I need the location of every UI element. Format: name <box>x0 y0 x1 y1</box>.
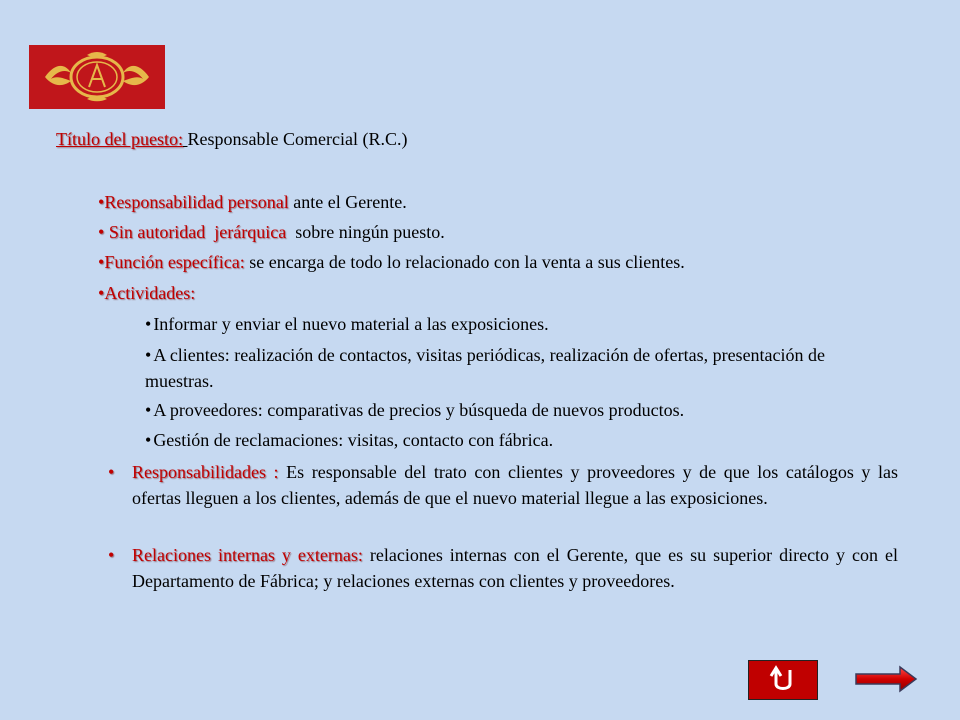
responsibilities-label: Responsabilidades : <box>132 462 279 482</box>
job-title-value: Responsable Comercial (R.C.) <box>187 129 408 149</box>
item-text: sobre ningún puesto. <box>286 222 445 242</box>
job-title-colon: : <box>177 129 183 149</box>
return-button[interactable] <box>748 660 818 700</box>
item-text: ante el Gerente. <box>288 192 407 212</box>
activity-item: • A proveedores: comparativas de precios y búsqueda de nuevos productos. <box>145 400 685 420</box>
relations-label: Relaciones internas y externas: <box>132 545 363 565</box>
monogram-icon <box>37 49 157 105</box>
next-arrow-icon <box>854 664 918 694</box>
monogram-logo <box>29 45 165 109</box>
list-item: •Responsabilidad personal ante el Gerente. <box>98 192 407 212</box>
activity-item: • Informar y enviar el nuevo material a las exposiciones. <box>145 314 549 334</box>
next-button[interactable] <box>854 664 918 694</box>
item-label: Responsabilidad personal <box>104 192 289 212</box>
return-icon <box>765 664 801 696</box>
list-item: •Actividades: <box>98 283 196 303</box>
item-label: Sin autoridad jerárquica <box>104 222 287 242</box>
responsibilities-paragraph: • Responsabilidades : Es responsable del trato con clientes y proveedores y de que los catálogos y las ofertas lleguen a los clientes, además de que el nuevo material llegue a las exposiciones. <box>108 462 899 508</box>
job-title <box>56 127 407 151</box>
item-text: se encarga de todo lo relacionado con la venta a sus clientes. <box>244 252 685 272</box>
activity-item: • A clientes: realización de contactos, visitas periódicas, realización de ofertas, presentación de muestras. <box>145 345 826 391</box>
list-item: •Función específica: se encarga de todo lo relacionado con la venta a sus clientes. <box>98 252 685 272</box>
list-item: • Sin autoridad jerárquica sobre ningún puesto. <box>98 222 445 242</box>
relations-paragraph: • Relaciones internas y externas: relaciones internas con el Gerente, que es su superior directo y con el Departamento de Fábrica; y relaciones externas con clientes y proveedores. <box>108 545 898 591</box>
item-label: Función específica: <box>104 252 245 272</box>
relations-text: relaciones internas con el Gerente, que es su superior directo y con el Departamento de Fábrica; y relaciones externas con clientes y proveedores. <box>132 545 898 591</box>
activity-item: • Gestión de reclamaciones: visitas, contacto con fábrica. <box>145 430 554 450</box>
job-title-label: Título del puesto <box>56 129 178 149</box>
responsibilities-text: Es responsable del trato con clientes y proveedores y de que los catálogos y las ofertas lleguen a los clientes, además de que el nuevo material llegue a las exposiciones. <box>132 462 899 508</box>
item-label: Actividades: <box>104 283 196 303</box>
